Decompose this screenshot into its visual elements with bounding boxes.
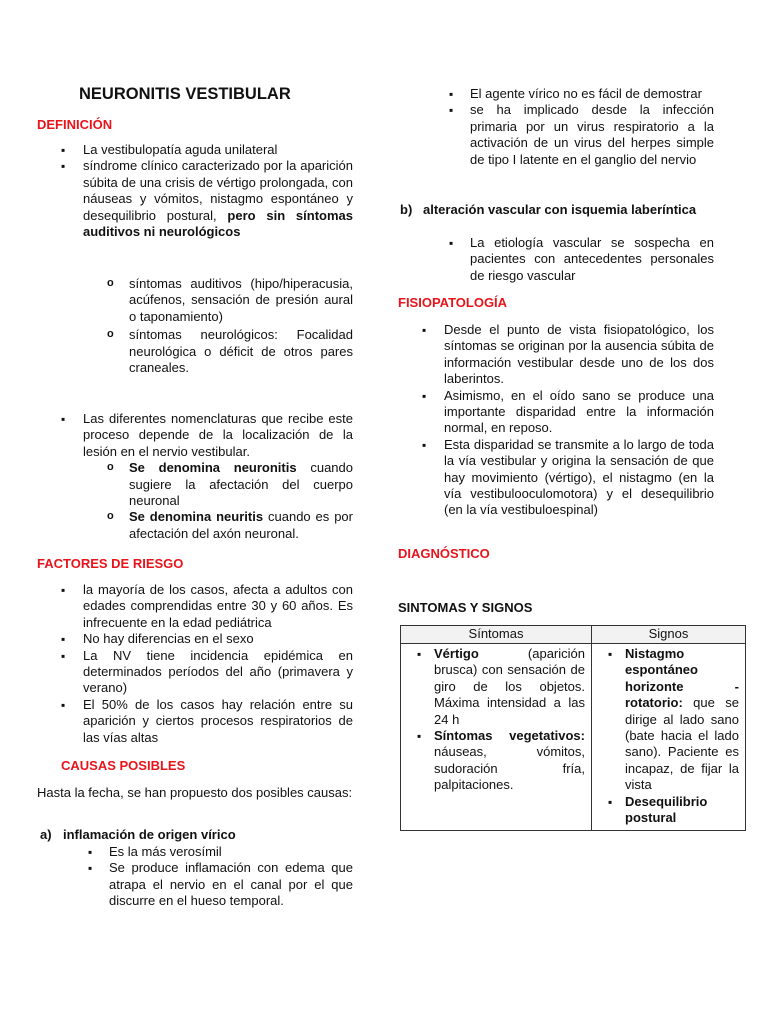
definicion-list: [37, 142, 353, 240]
list-item-text: Se produce inflamación con edema que atrapa el nervio en el canal por el que discurre en el hueso temporal.: [109, 860, 353, 909]
list-item-text: Es la más verosímil: [109, 844, 222, 859]
table-list-item: [401, 728, 591, 794]
causa-b-letter: b): [400, 202, 413, 217]
sub-list-item-bold-text: Se denomina neuronitis: [129, 460, 297, 476]
table-list-item: [592, 794, 745, 827]
list-item-text: El agente vírico no es fácil de demostrar: [470, 86, 702, 101]
list-item-text: La etiología vascular se sospecha en pacientes con antecedentes personales de riesgo vascular: [470, 235, 714, 283]
table-list-item-bold-text: Desequilibrio postural: [625, 793, 708, 826]
sub-list-item: [37, 276, 353, 325]
table-list-item-bold-text: Nistagmo espontáneo horizonte -rotatorio:: [625, 646, 739, 711]
list-item-text: la mayoría de los casos, afecta a adultos con edades comprendidas entre 30 y 60 años. Es infrecuente en la edad pediátrica: [83, 582, 353, 630]
table-header-row: [401, 626, 746, 644]
list-item: [37, 158, 353, 240]
fisiopatologia-heading: FISIOPATOLOGÍA: [398, 295, 508, 310]
sub-list-item: [37, 509, 353, 542]
sub-list-item-bold-text: Se denomina neuritis: [129, 509, 264, 525]
list-item: [37, 582, 353, 631]
list-item-text: síndrome clínico caracterizado por la aparición súbita de una crisis de vértigo prolongada, con náuseas y vómitos, nistagmo espontáneo y desequilibrio postural,: [83, 158, 353, 223]
table-list-item-bold-text: Síntomas vegetativos:: [434, 728, 585, 744]
list-item-text: Las diferentes nomenclaturas que recibe este proceso depende de la localización de la lesión en el nervio vestibular.: [83, 411, 353, 459]
list-item: [398, 102, 714, 168]
sub-list-item-text: síntomas neurológicos: Focalidad neurológica o déficit de otros pares craneales.: [129, 327, 353, 376]
nomenclatura-list: [37, 411, 353, 542]
fisiopatologia-list: [398, 322, 714, 519]
left-column: [37, 0, 353, 909]
diagnostico-heading: DIAGNÓSTICO: [398, 546, 490, 561]
list-item: [37, 697, 353, 746]
definicion-sublist: [37, 276, 353, 376]
sub-list-item-text: cuando sugiere la afectación del cuerpo neuronal: [129, 460, 353, 509]
table-list-item-text: (aparición brusca) con sensación de giro de los objetos. Máxima intensidad a las 24 h: [434, 646, 585, 727]
causa-b-label: [398, 202, 739, 218]
signos-cell: [592, 644, 746, 831]
sintomas-cell: [401, 644, 592, 831]
sub-list-item-text: síntomas auditivos (hipo/hiperacusia, acúfenos, sensación de presión aural o taponamiento): [129, 276, 353, 324]
list-item-text: La vestibulopatía aguda unilateral: [83, 142, 278, 157]
list-item-text: Desde el punto de vista fisiopatológico, los síntomas se originan por la ausencia súbita de información vestibular desde uno de los dos laberintos.: [444, 322, 714, 387]
list-item-bold-text: pero sin síntomas auditivos ni neurológicos: [83, 207, 353, 240]
list-item: [398, 322, 714, 388]
definicion-heading: DEFINICIÓN: [37, 117, 113, 132]
table-list-item-bold-text: Vértigo: [434, 646, 479, 661]
causa-b-text: alteración vascular con isquemia laberíntica: [423, 202, 697, 217]
sub-list-item: [37, 460, 353, 509]
list-item-text: El 50% de los casos hay relación entre su aparición y ciertos procesos respiratorios de las vías altas: [83, 696, 353, 745]
list-item-text: se ha implicado desde la infección primaria por un virus respiratorio a la activación de un virus del herpes simple de tipo I latente en el ganglio del nervio: [470, 102, 714, 167]
sintomas-signos-table: [400, 625, 746, 831]
list-item-text: Esta disparidad se transmite a lo largo de toda la vía vestibular y origina la sensación de que hay movimiento (vértigo), el nistagmo (en la vía vestibulooculomotora) y el desequilibrio (en la vía vestibuloespinal): [444, 436, 714, 518]
causas-intro: Hasta la fecha, se han propuesto dos posibles causas:: [37, 785, 353, 800]
list-item: [37, 860, 353, 909]
right-column: [398, 0, 739, 826]
table-row: [401, 644, 746, 831]
factores-list: [37, 582, 353, 746]
column-header-sintomas: Síntomas: [401, 626, 592, 644]
list-item: [37, 648, 353, 697]
list-item: [398, 235, 714, 284]
sintomas-signos-heading: SINTOMAS Y SIGNOS: [398, 600, 533, 615]
list-item: [37, 411, 353, 460]
causa-a-letter: a): [40, 827, 52, 842]
list-item: [398, 388, 714, 437]
list-item-text: La NV tiene incidencia epidémica en determinados períodos del año (primavera y verano): [83, 647, 353, 696]
page-title: NEURONITIS VESTIBULAR: [79, 85, 291, 103]
factores-heading: FACTORES DE RIESGO: [37, 556, 184, 571]
list-item-text: Asimismo, en el oído sano se produce una importante disparidad entre la información normal, en reposo.: [444, 387, 714, 436]
causa-a-list-continued: [398, 86, 714, 168]
causas-heading: CAUSAS POSIBLES: [61, 758, 186, 773]
sub-list-item: [37, 327, 353, 376]
sub-list-item-text: cuando es por afectación del axón neuronal.: [129, 509, 353, 541]
list-item: [37, 631, 353, 647]
table-list-item-text: que se dirige al lado sano (bate hacia el lado sano). Paciente es incapaz, de fijar la vista: [625, 695, 739, 793]
column-header-signos: Signos: [592, 626, 746, 644]
table-list-item: [401, 646, 591, 728]
causa-a-text: inflamación de origen vírico: [63, 827, 236, 842]
causa-a-label: [37, 827, 379, 843]
causa-b-list: [398, 235, 714, 284]
table-list-item: [592, 646, 745, 794]
list-item: [37, 844, 353, 860]
list-item: [37, 142, 353, 158]
list-item: [398, 86, 714, 102]
table-list-item-text: náuseas, vómitos, sudoración fría, palpitaciones.: [434, 744, 585, 793]
causa-a-list: [37, 844, 353, 910]
list-item-text: No hay diferencias en el sexo: [83, 631, 254, 647]
list-item: [398, 437, 714, 519]
